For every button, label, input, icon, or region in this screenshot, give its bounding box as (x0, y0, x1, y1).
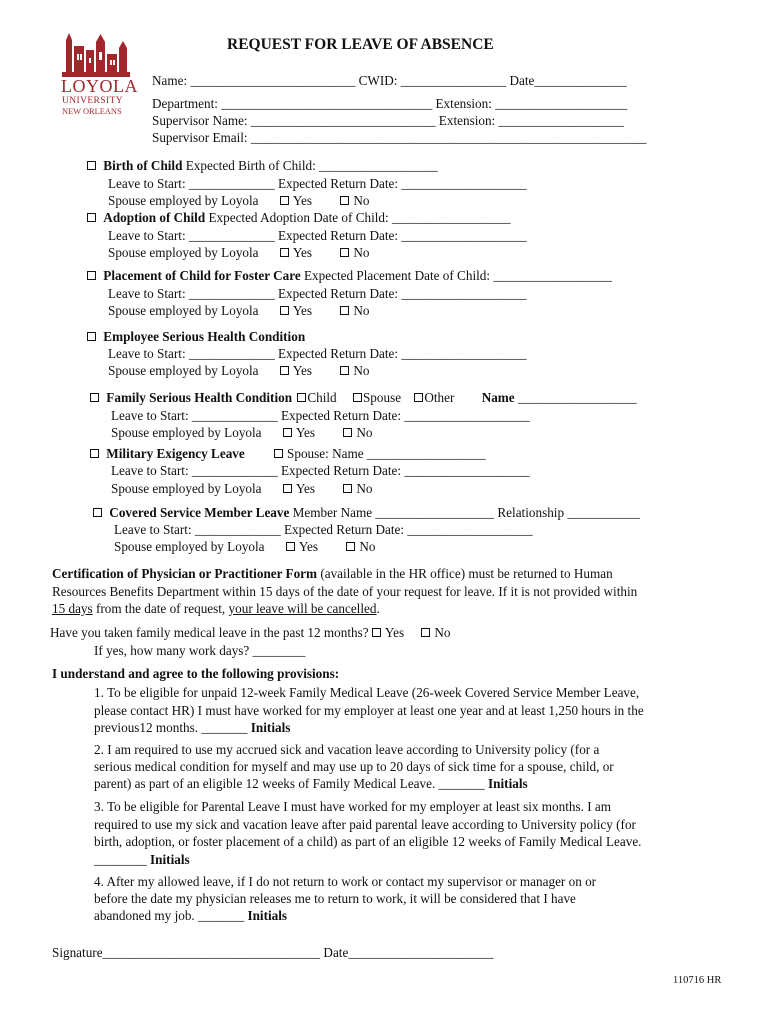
family-health-row: Family Serious Health Condition Child Spouse Other Name __________________ (90, 390, 637, 406)
adoption-row (87, 210, 511, 226)
birth-of-child-row (87, 158, 438, 174)
provisions-heading: I understand and agree to the following provisions: (52, 666, 340, 681)
provision-4-initials: Initials (247, 908, 288, 923)
certification-line-3: 15 days from the date of request, your leave will be cancelled. (52, 601, 380, 616)
birth-expected-date[interactable]: Expected Birth of Child: __________________ (182, 158, 438, 173)
spouse-employed-label: Spouse employed by Loyola (108, 193, 259, 208)
military-spouse-no-checkbox[interactable] (343, 484, 352, 493)
provision-3-initials: Initials (150, 852, 190, 867)
provision-2-initials: Initials (488, 776, 528, 791)
provision-1-line-3[interactable]: previous12 months. _______ Initials (94, 720, 291, 735)
birth-spouse-no-checkbox[interactable] (340, 196, 349, 205)
provision-2-line-1: 2. I am required to use my accrued sick and vacation leave according to University policy (for a (94, 742, 600, 757)
family-name-label: Name (481, 390, 515, 405)
covered-row (93, 505, 640, 521)
family-health-label: Family Serious Health Condition (106, 390, 293, 405)
logo-university: UNIVERSITY (62, 96, 123, 106)
family-spouse-row: Spouse employed by Loyola Yes No (111, 425, 373, 440)
adoption-spouse-no-checkbox[interactable] (340, 248, 349, 257)
placement-spouse-row: Spouse employed by Loyola Yes No (108, 303, 370, 318)
supervisor-name-line[interactable]: Supervisor Name: ____________________________ Extension: ___________________ (152, 113, 624, 128)
birth-of-child-label: Birth of Child (103, 158, 183, 173)
family-spouse-checkbox[interactable] (353, 393, 362, 402)
employee-health-checkbox[interactable] (87, 332, 96, 341)
birth-spouse-yes-checkbox[interactable] (280, 196, 289, 205)
military-spouse-name[interactable]: Spouse: Name __________________ (287, 446, 486, 461)
provision-3-line-2: required to use my sick and vacation leave after paid parental leave according to University policy (for (94, 817, 636, 832)
placement-expected-date[interactable]: Expected Placement Date of Child: __________________ (300, 268, 613, 283)
adoption-expected-date[interactable]: Expected Adoption Date of Child: __________________ (205, 210, 511, 225)
logo-new-orleans: NEW ORLEANS (62, 107, 122, 116)
covered-member-fields[interactable]: Member Name __________________ Relationship ___________ (289, 505, 640, 520)
placement-row (87, 268, 612, 284)
fml-question-row: Have you taken family medical leave in the past 12 months? Yes No (50, 625, 451, 640)
family-spouse-no-checkbox[interactable] (343, 428, 352, 437)
form-code: 110716 HR (673, 975, 722, 986)
placement-label: Placement of Child for Foster Care (103, 268, 301, 283)
family-child-checkbox[interactable] (297, 393, 306, 402)
employee-spouse-no-checkbox[interactable] (340, 366, 349, 375)
certification-line-2: Resources Benefits Department within 15 days of the date of your request for leave. If it is not provided within (52, 584, 638, 599)
name-cwid-date-line[interactable]: Name: _________________________ CWID: ________________ Date______________ (152, 73, 627, 88)
certification-line-1: Certification of Physician or Practitioner Form (available in the HR office) must be returned to Human (52, 566, 613, 581)
logo-loyola: LOYOLA (61, 76, 138, 96)
employee-leave-start[interactable]: Leave to Start: _____________ Expected Return Date: ___________________ (108, 346, 527, 361)
adoption-leave-start[interactable]: Leave to Start: _____________ Expected Return Date: ___________________ (108, 228, 527, 243)
military-leave-start[interactable]: Leave to Start: _____________ Expected Return Date: ___________________ (111, 463, 530, 478)
provision-2-line-2: serious medical condition for myself and may use up to 20 days of sick time for a spouse, child, or (94, 759, 614, 774)
birth-spouse-row: Spouse employed by Loyola Yes No (108, 193, 370, 208)
placement-spouse-yes-checkbox[interactable] (280, 306, 289, 315)
employee-health-label: Employee Serious Health Condition (103, 329, 306, 344)
employee-spouse-row: Spouse employed by Loyola Yes No (108, 363, 370, 378)
family-other-checkbox[interactable] (414, 393, 423, 402)
military-spouse-yes-checkbox[interactable] (283, 484, 292, 493)
provision-1-line-2: please contact HR) I must have worked for my employer at least one year and at least 1,250 hours in the (94, 703, 644, 718)
covered-spouse-row: Spouse employed by Loyola Yes No (114, 539, 376, 554)
covered-leave-start[interactable]: Leave to Start: _____________ Expected Return Date: ___________________ (114, 522, 533, 537)
adoption-checkbox[interactable] (87, 213, 96, 222)
fml-yes-checkbox[interactable] (372, 628, 381, 637)
supervisor-email-line[interactable]: Supervisor Email: ____________________________________________________________ (152, 130, 647, 145)
provision-4-line-1: 4. After my allowed leave, if I do not return to work or contact my supervisor or manager on or (94, 874, 597, 889)
placement-spouse-no-checkbox[interactable] (340, 306, 349, 315)
provision-1-initials: Initials (250, 720, 291, 735)
university-logo (61, 32, 138, 120)
military-spouse-row: Spouse employed by Loyola Yes No (111, 481, 373, 496)
family-name-field[interactable]: __________________ (514, 390, 637, 405)
form-title: REQUEST FOR LEAVE OF ABSENCE (227, 36, 494, 53)
employee-spouse-yes-checkbox[interactable] (280, 366, 289, 375)
covered-spouse-no-checkbox[interactable] (346, 542, 355, 551)
placement-leave-start[interactable]: Leave to Start: _____________ Expected Return Date: ___________________ (108, 286, 527, 301)
adoption-label: Adoption of Child (103, 210, 206, 225)
military-row (90, 446, 486, 462)
family-health-checkbox[interactable] (90, 393, 99, 402)
military-label: Military Exigency Leave (106, 446, 245, 461)
military-checkbox[interactable] (90, 449, 99, 458)
fml-question-text: Have you taken family medical leave in the past 12 months? (50, 625, 369, 640)
birth-of-child-checkbox[interactable] (87, 161, 96, 170)
adoption-spouse-row: Spouse employed by Loyola Yes No (108, 245, 370, 260)
building-icon (62, 32, 130, 78)
covered-checkbox[interactable] (93, 508, 102, 517)
covered-spouse-yes-checkbox[interactable] (286, 542, 295, 551)
provision-3-line-1: 3. To be eligible for Parental Leave I must have worked for my employer at least six months. I am (94, 799, 612, 814)
family-leave-start[interactable]: Leave to Start: _____________ Expected Return Date: ___________________ (111, 408, 530, 423)
provision-4-line-2: before the date my physician releases me to return to work, it will be considered that I have (94, 891, 576, 906)
signature-date-line[interactable]: Signature_________________________________ Date______________________ (52, 945, 494, 960)
placement-checkbox[interactable] (87, 271, 96, 280)
adoption-spouse-yes-checkbox[interactable] (280, 248, 289, 257)
provision-4-line-3[interactable]: abandoned my job. _______ Initials (94, 908, 288, 923)
covered-label: Covered Service Member Leave (109, 505, 290, 520)
department-line[interactable]: Department: ________________________________ Extension: ____________________ (152, 96, 628, 111)
birth-leave-start[interactable]: Leave to Start: _____________ Expected Return Date: ___________________ (108, 176, 527, 191)
family-spouse-yes-checkbox[interactable] (283, 428, 292, 437)
provision-1-line-1: 1. To be eligible for unpaid 12-week Family Medical Leave (26-week Covered Service Member Leave, (94, 685, 640, 700)
provision-3-line-3: birth, adoption, or foster placement of a child) as part of an eligible 12 weeks of Family Medical Leave. (94, 834, 642, 849)
provision-2-line-3[interactable]: parent) as part of an eligible 12 weeks of Family Medical Leave. _______ Initials (94, 776, 528, 791)
fml-no-checkbox[interactable] (421, 628, 430, 637)
employee-health-row (87, 329, 305, 345)
fml-days-field[interactable]: If yes, how many work days? ________ (94, 643, 306, 658)
provision-3-line-4[interactable]: ________ Initials (94, 852, 190, 867)
military-spouse-checkbox[interactable] (274, 449, 283, 458)
